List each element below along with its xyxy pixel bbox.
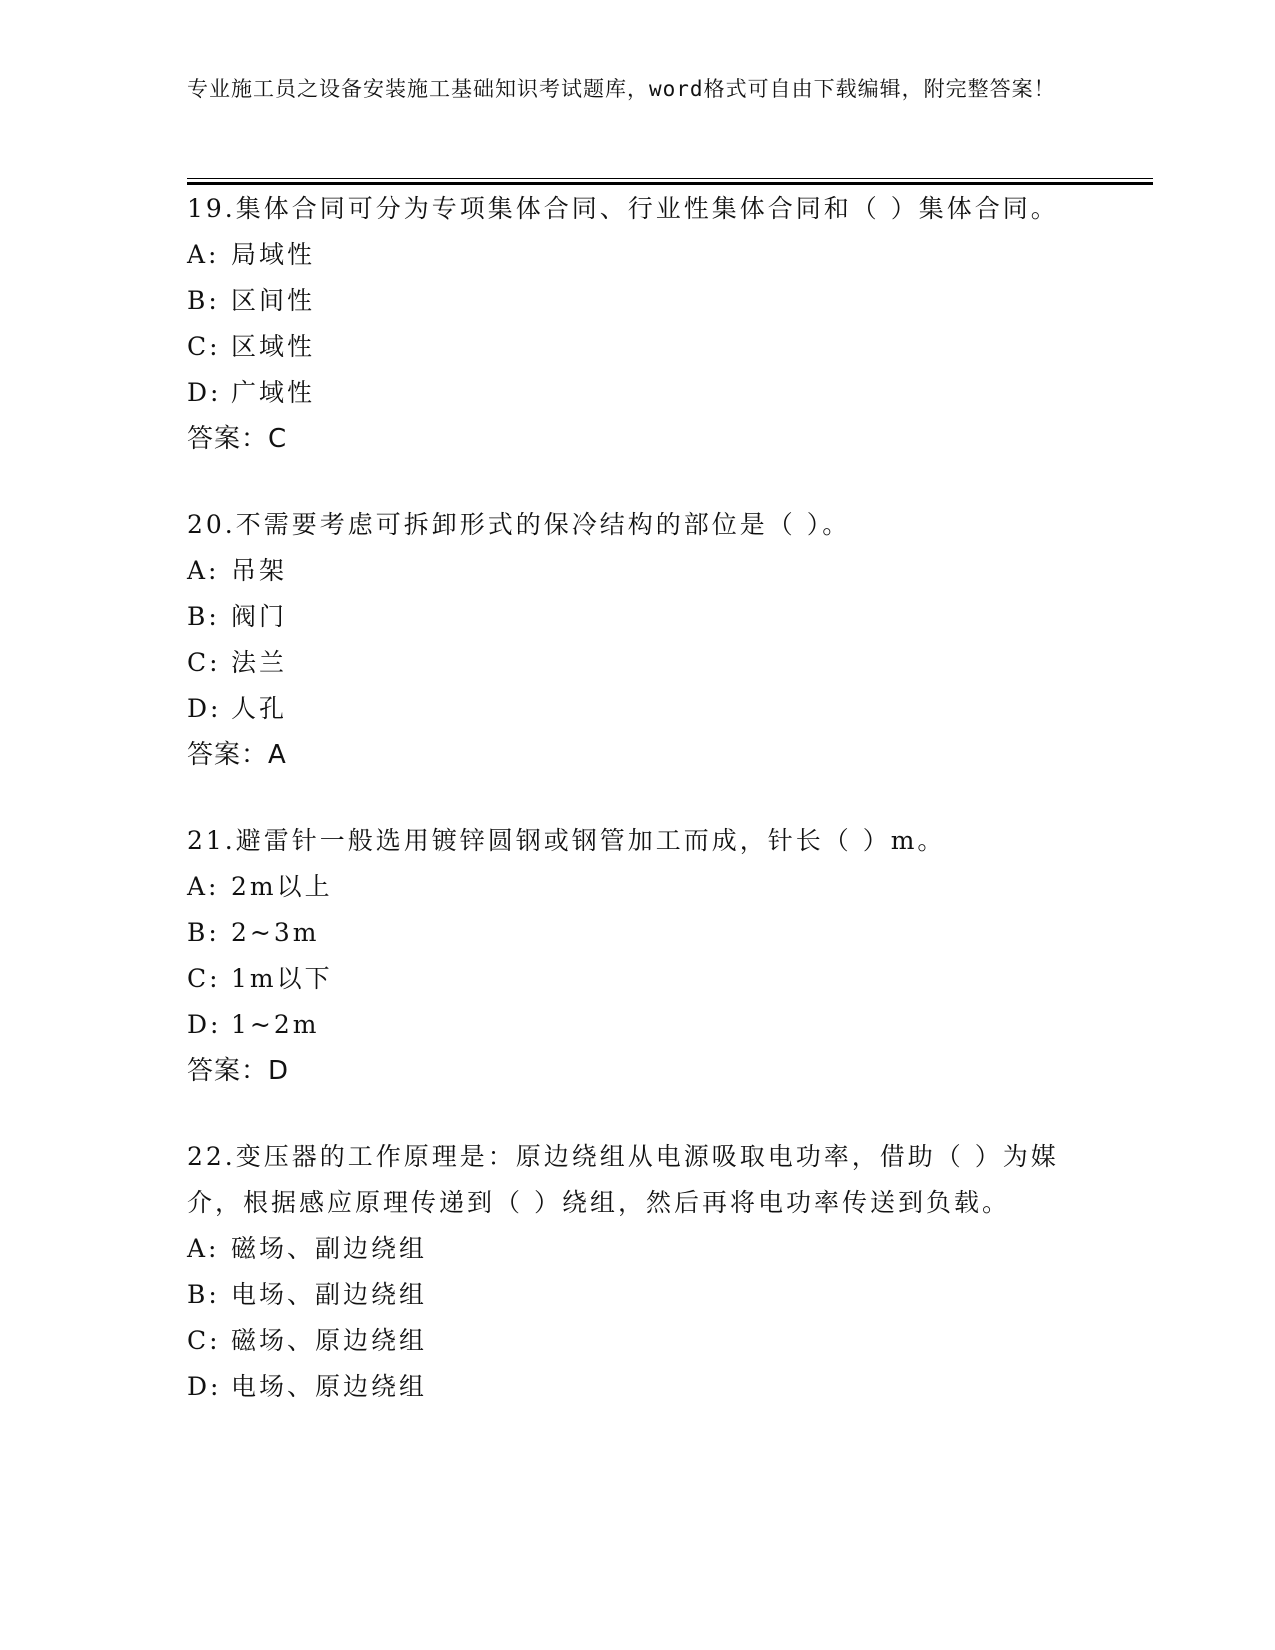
option-text: 2m以上	[231, 872, 333, 901]
question-text: 19.集体合同可分为专项集体合同、行业性集体合同和（ ）集体合同。	[187, 194, 1059, 223]
question-20	[187, 502, 1077, 778]
option-d	[187, 370, 1077, 416]
option-letter: B:	[187, 1280, 220, 1309]
option-c	[187, 1318, 1077, 1364]
question-text: 22.变压器的工作原理是：原边绕组从电源吸取电功率，借助（ ）为媒介，根据感应原理传递到（ ）绕组，然后再将电功率传送到负载。	[187, 1142, 1059, 1217]
question-text: 21.避雷针一般选用镀锌圆钢或钢管加工而成，针长（ ）m。	[187, 826, 946, 855]
option-text: 区间性	[231, 286, 316, 315]
header-divider-thick	[187, 182, 1153, 185]
option-text: 人孔	[231, 694, 288, 723]
option-b	[187, 594, 1077, 640]
option-a	[187, 864, 1077, 910]
option-letter: D:	[187, 694, 222, 723]
option-letter: C:	[187, 964, 221, 993]
option-d	[187, 1002, 1077, 1048]
option-text: 磁场、副边绕组	[231, 1234, 428, 1263]
option-letter: A:	[187, 872, 220, 901]
option-letter: C:	[187, 648, 221, 677]
option-a	[187, 1226, 1077, 1272]
option-letter: D:	[187, 378, 222, 407]
option-d	[187, 686, 1077, 732]
option-text: 电场、副边绕组	[231, 1280, 428, 1309]
option-text: 局域性	[231, 240, 316, 269]
option-text: 吊架	[231, 556, 288, 585]
option-c	[187, 956, 1077, 1002]
option-b	[187, 278, 1077, 324]
answer: 答案：A	[187, 740, 287, 770]
option-letter: B:	[187, 918, 220, 947]
option-b	[187, 910, 1077, 956]
option-text: 区域性	[231, 332, 316, 361]
option-letter: A:	[187, 240, 220, 269]
option-text: 阀门	[231, 602, 288, 631]
option-c	[187, 640, 1077, 686]
option-text: 法兰	[231, 648, 288, 677]
option-text: 1m以下	[231, 964, 333, 993]
option-d	[187, 1364, 1077, 1410]
page-header: 专业施工员之设备安装施工基础知识考试题库，word格式可自由下载编辑，附完整答案！	[187, 77, 1056, 101]
option-text: 广域性	[231, 378, 316, 407]
answer: 答案：D	[187, 1056, 290, 1086]
option-b	[187, 1272, 1077, 1318]
question-list	[187, 186, 1077, 1450]
option-letter: B:	[187, 286, 220, 315]
answer: 答案：C	[187, 424, 288, 454]
option-letter: C:	[187, 332, 221, 361]
option-text: 磁场、原边绕组	[231, 1326, 428, 1355]
header-divider-thin	[187, 178, 1153, 179]
question-21	[187, 818, 1077, 1094]
option-letter: A:	[187, 556, 220, 585]
option-letter: D:	[187, 1372, 222, 1401]
question-text: 20.不需要考虑可拆卸形式的保冷结构的部位是（ ）。	[187, 510, 851, 539]
option-text: 1~2m	[231, 1010, 320, 1039]
option-letter: D:	[187, 1010, 222, 1039]
option-letter: A:	[187, 1234, 220, 1263]
question-19	[187, 186, 1077, 462]
option-text: 电场、原边绕组	[231, 1372, 428, 1401]
option-text: 2~3m	[231, 918, 320, 947]
option-c	[187, 324, 1077, 370]
question-22	[187, 1134, 1077, 1410]
option-a	[187, 548, 1077, 594]
option-letter: B:	[187, 602, 220, 631]
option-letter: C:	[187, 1326, 221, 1355]
option-a	[187, 232, 1077, 278]
